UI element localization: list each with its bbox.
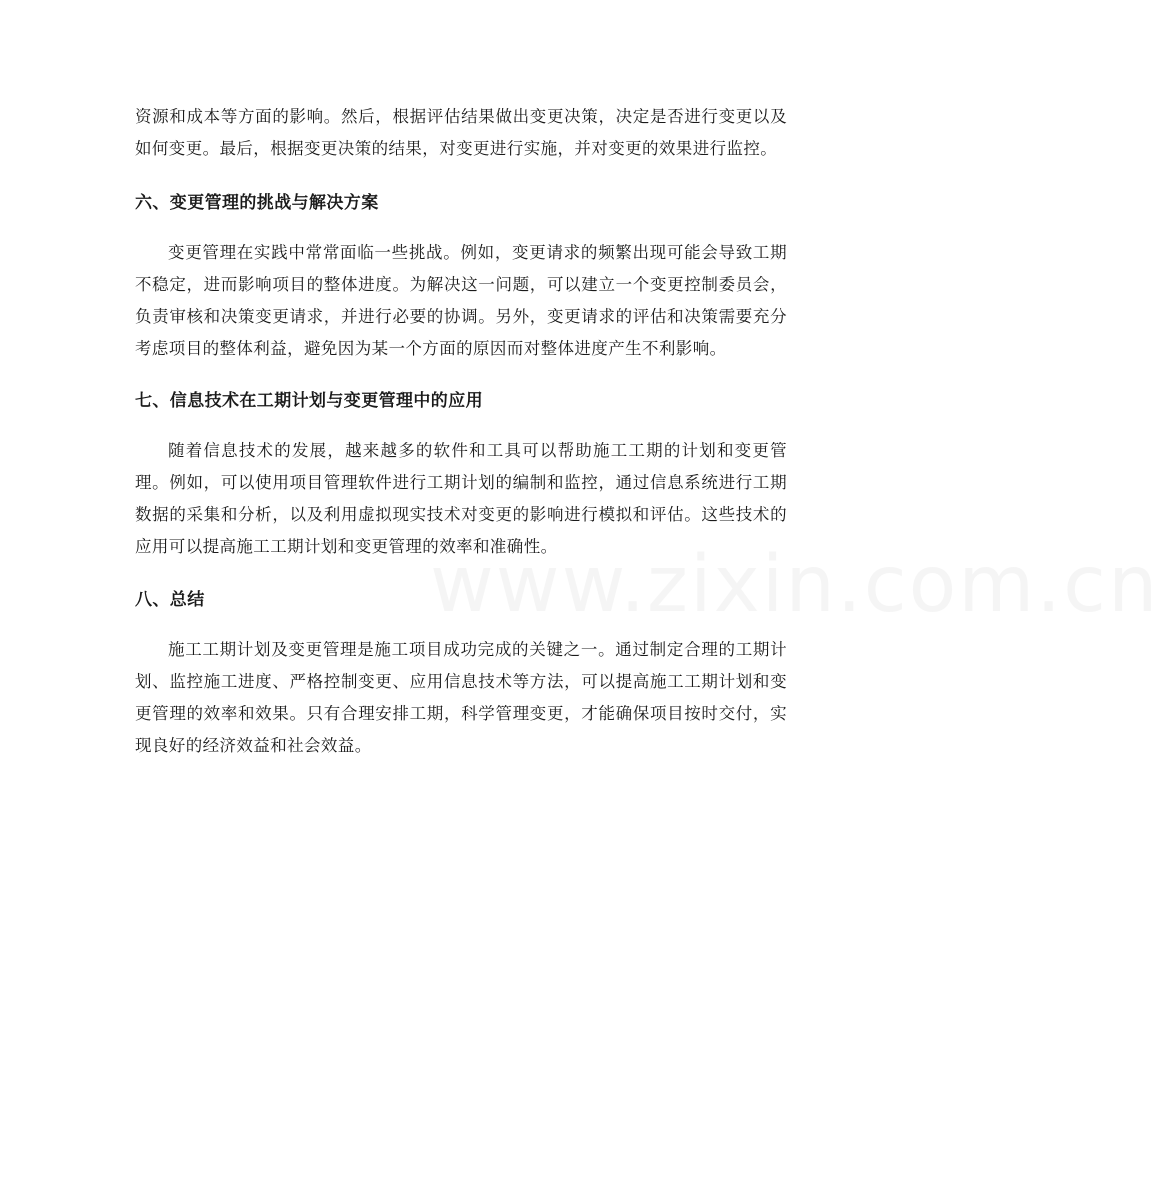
- section-heading-6: 六、变更管理的挑战与解决方案: [135, 193, 379, 213]
- document-page: [135, 101, 787, 762]
- section-heading-7: 七、信息技术在工期计划与变更管理中的应用: [135, 391, 483, 411]
- watermark: www.zixin.com.cn: [430, 540, 1159, 630]
- intro-paragraph: 资源和成本等方面的影响。然后，根据评估结果做出变更决策，决定是否进行变更以及如何变更。最后，根据变更决策的结果，对变更进行实施，并对变更的效果进行监控。: [135, 107, 787, 158]
- section-paragraph-8: 施工工期计划及变更管理是施工项目成功完成的关键之一。通过制定合理的工期计划、监控施工进度、严格控制变更、应用信息技术等方法，可以提高施工工期计划和变更管理的效率和效果。只有合理安排工期，科学管理变更，才能确保项目按时交付，实现良好的经济效益和社会效益。: [135, 640, 787, 755]
- section-heading-8: 八、总结: [135, 590, 205, 610]
- section-paragraph-6: 变更管理在实践中常常面临一些挑战。例如，变更请求的频繁出现可能会导致工期不稳定，进而影响项目的整体进度。为解决这一问题，可以建立一个变更控制委员会，负责审核和决策变更请求，并进行必要的协调。另外，变更请求的评估和决策需要充分考虑项目的整体利益，避免因为某一个方面的原因而对整体进度产生不利影响。: [135, 243, 787, 358]
- section-paragraph-7: 随着信息技术的发展，越来越多的软件和工具可以帮助施工工期的计划和变更管理。例如，可以使用项目管理软件进行工期计划的编制和监控，通过信息系统进行工期数据的采集和分析，以及利用虚拟现实技术对变更的影响进行模拟和评估。这些技术的应用可以提高施工工期计划和变更管理的效率和准确性。: [135, 441, 787, 556]
